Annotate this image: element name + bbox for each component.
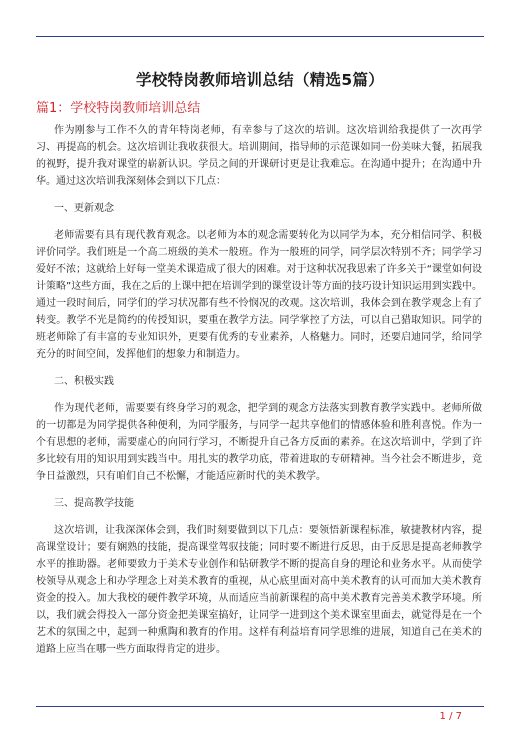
chapter-heading: 篇1：学校特岗教师培训总结 [36, 101, 201, 116]
footer-rule [36, 706, 484, 707]
section-body-update-concept: 老师需要有具有现代教育观念。以老师为本的观念需要转化为以同学为本，充分相信同学、积极评价同学。我们班是一个高二班级的美术一般班。作为一般班的同学，同学层次特别不齐；同学学习爱好不浓；这就给上好每一堂美术课造成了很大的困难。对于这种状况我思索了许多关于“课堂如何设计策略”这些方面，我在之后的上课中把在培训学到的课堂设计等方面的技巧设计知识运用到实践中。通过一段时间后，同学们的学习状况都有些不怜悯况的改观。这次培训，我体会到在教学观念上有了转变。教学不光是简约的传授知识，要重在教学方法。同学掌控了方法，可以自己猎取知识。同学的班老师除了有丰富的专业知识外，更要有优秀的专业素养，人格魅力。同时，还要启迪同学，给同学充分的时间空间，发挥他们的想象力和制造力。 [36, 230, 482, 360]
section-heading-active-practice: 二、积极实践 [54, 376, 114, 387]
header-rule [36, 36, 484, 37]
page-number: 1 / 7 [439, 711, 462, 722]
intro-paragraph: 作为刚参与工作不久的青年特岗老师，有幸参与了这次的培训。这次培训给我提供了一次再学习、再提高的机会。这次培训让我收获很大。培训期间，指导师的示范课如同一份美味大餐，拓展我的视野，提升我对课堂的崭新认识。学员之间的开课研讨更是让我难忘。在沟通中提升；在沟通中升华。通过这次培训我深刻体会到以下几点： [36, 125, 482, 187]
document-title: 学校特岗教师培训总结（精选5篇） [135, 71, 385, 89]
section-body-active-practice: 作为现代老师，需要要有终身学习的观念，把学到的观念方法落实到教育教学实践中。老师所做的一切都是为同学提供各种便利，为同学服务，与同学一起共享他们的情感体验和胜利喜悦。作为一个有思想的老师，需要虚心的向同行学习，不断提升自己各方反面的素养。在这次培训中，学到了许多比较有用的知识用到实践当中。用扎实的教学功底，带着进取的专研精神。当今社会不断进步，竞争日益激烈，只有咱们自己不松懈，才能适应新时代的美术教学。 [36, 403, 482, 482]
section-heading-update-concept: 一、更新观念 [54, 203, 114, 214]
section-heading-teaching-skills: 三、提高教学技能 [54, 498, 134, 509]
document-body [36, 122, 482, 668]
section-body-teaching-skills: 这次培训，让我深深体会到，我们时刻要做到以下几点：要领悟新课程标准，敏捷教材内容，提高课堂设计；要有娴熟的技能，提高课堂驾驭技能；同时要不断进行反思，由于反思是提高老师教学水平的推助器。老师要致力于美术专业创作和钻研教学不断的提高自身的理论和业务水平。从而使学校领导从观念上和办学理念上对美术教育的重视，从心底里面对高中美术教育的认可而加大美术教育资金的投入。加大我校的硬件教学环境，从而适应当前新课程的高中美术教育完善美术教学环境。所以，我们就会得投入一部分资金把美课室搞好，让同学一进到这个美术课室里面去，就觉得是在一个艺术的氛围之中，起到一种熏陶和教育的作用。这样有利益培育同学思维的进展，知道自己在美术的道路上应当在哪一些方面取得肯定的进步。 [36, 525, 482, 655]
